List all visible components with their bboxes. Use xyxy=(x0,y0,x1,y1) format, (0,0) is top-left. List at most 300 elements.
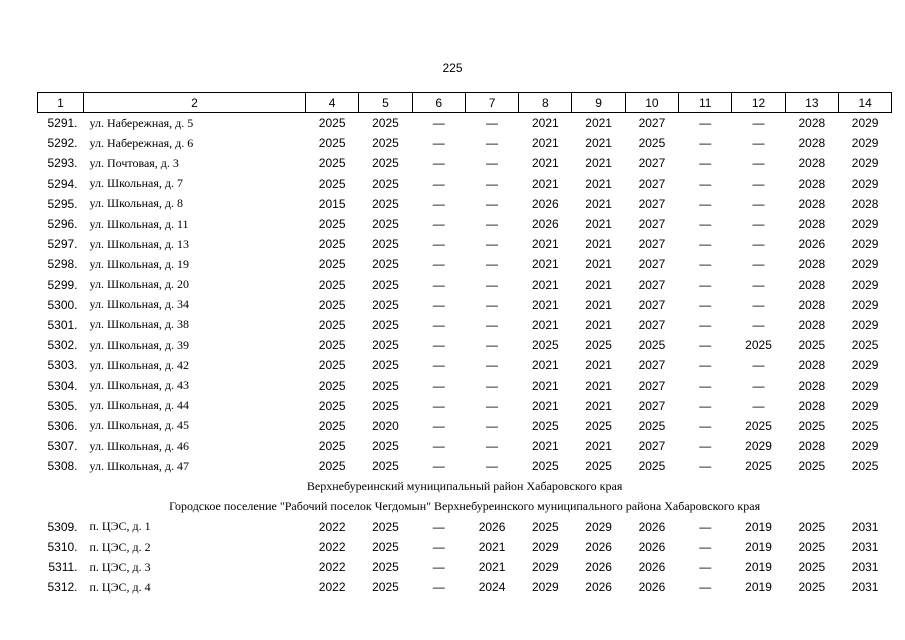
table-row xyxy=(38,254,892,274)
dash-cell: — xyxy=(432,116,445,131)
year-cell: 2021 xyxy=(531,378,559,393)
year-cell: 2021 xyxy=(585,116,612,131)
year-cell: 2025 xyxy=(372,217,399,232)
row-number: 5293. xyxy=(47,156,78,171)
dash-cell: — xyxy=(752,398,765,413)
year-cell: 2021 xyxy=(531,398,559,413)
year-cell: 2021 xyxy=(585,217,612,232)
dash-cell: — xyxy=(432,378,445,393)
address-cell: п. ЦЭС, д. 1 xyxy=(89,519,151,534)
year-cell: 2025 xyxy=(372,317,399,332)
year-cell: 2025 xyxy=(798,540,826,555)
year-cell: 2027 xyxy=(638,237,666,252)
year-cell: 2025 xyxy=(372,176,399,191)
year-cell: 2025 xyxy=(585,418,612,433)
year-cell: 2025 xyxy=(638,136,666,151)
column-header: 13 xyxy=(785,93,838,113)
table-row xyxy=(38,456,892,476)
year-cell: 2025 xyxy=(638,459,666,474)
year-cell: 2027 xyxy=(638,358,666,373)
dash-cell: — xyxy=(432,398,445,413)
year-cell: 2019 xyxy=(745,560,772,575)
year-cell: 2025 xyxy=(585,459,612,474)
row-number: 5298. xyxy=(47,257,78,272)
year-cell: 2027 xyxy=(638,257,666,272)
year-cell: 2026 xyxy=(478,519,506,534)
year-cell: 2026 xyxy=(585,580,612,595)
year-cell: 2025 xyxy=(372,540,399,555)
year-cell: 2021 xyxy=(585,317,612,332)
row-number: 5292. xyxy=(47,136,78,151)
year-cell: 2021 xyxy=(531,297,559,312)
year-cell: 2028 xyxy=(798,398,826,413)
row-number: 5303. xyxy=(47,358,78,373)
year-cell: 2025 xyxy=(318,136,346,151)
column-header: 14 xyxy=(838,93,891,113)
year-cell: 2025 xyxy=(318,277,346,292)
year-cell: 2021 xyxy=(585,398,612,413)
dash-cell: — xyxy=(432,217,445,232)
year-cell: 2025 xyxy=(531,418,559,433)
year-cell: 2025 xyxy=(531,459,559,474)
year-cell: 2029 xyxy=(531,560,559,575)
dash-cell: — xyxy=(432,156,445,171)
year-cell: 2025 xyxy=(745,459,772,474)
dash-cell: — xyxy=(699,237,712,252)
table-row xyxy=(38,295,892,315)
dash-cell: — xyxy=(486,297,499,312)
dash-cell: — xyxy=(486,358,499,373)
year-cell: 2025 xyxy=(372,560,399,575)
year-cell: 2026 xyxy=(638,580,666,595)
year-cell: 2021 xyxy=(531,439,559,454)
year-cell: 2021 xyxy=(531,136,559,151)
year-cell: 2029 xyxy=(851,297,879,312)
year-cell: 2025 xyxy=(372,378,399,393)
year-cell: 2029 xyxy=(851,358,879,373)
year-cell: 2029 xyxy=(851,439,879,454)
year-cell: 2026 xyxy=(531,196,559,211)
year-cell: 2025 xyxy=(372,237,399,252)
dash-cell: — xyxy=(752,237,765,252)
table-row xyxy=(38,537,892,557)
year-cell: 2021 xyxy=(585,237,612,252)
address-cell: ул. Школьная, д. 44 xyxy=(89,398,189,413)
dash-cell: — xyxy=(699,196,712,211)
dash-cell: — xyxy=(699,358,712,373)
column-header: 8 xyxy=(519,93,572,113)
address-cell: ул. Школьная, д. 45 xyxy=(89,418,189,433)
year-cell: 2028 xyxy=(798,378,826,393)
year-cell: 2024 xyxy=(478,580,506,595)
year-cell: 2021 xyxy=(531,116,559,131)
year-cell: 2025 xyxy=(318,358,346,373)
year-cell: 2025 xyxy=(372,257,399,272)
year-cell: 2028 xyxy=(798,277,826,292)
header-row xyxy=(38,93,892,113)
dash-cell: — xyxy=(752,116,765,131)
year-cell: 2028 xyxy=(851,196,879,211)
year-cell: 2031 xyxy=(851,540,879,555)
year-cell: 2025 xyxy=(851,459,879,474)
table-row xyxy=(38,214,892,234)
dash-cell: — xyxy=(432,257,445,272)
year-cell: 2027 xyxy=(638,277,666,292)
dash-cell: — xyxy=(699,217,712,232)
year-cell: 2025 xyxy=(798,338,826,353)
dash-cell: — xyxy=(486,277,499,292)
year-cell: 2025 xyxy=(372,580,399,595)
row-number: 5302. xyxy=(47,338,78,353)
dash-cell: — xyxy=(699,398,712,413)
row-number: 5312. xyxy=(47,580,78,595)
dash-cell: — xyxy=(432,580,445,595)
year-cell: 2026 xyxy=(798,237,826,252)
row-number: 5306. xyxy=(47,418,78,433)
schedule-table xyxy=(37,92,892,598)
address-cell: ул. Школьная, д. 38 xyxy=(89,317,189,332)
dash-cell: — xyxy=(432,176,445,191)
year-cell: 2029 xyxy=(851,317,879,332)
year-cell: 2021 xyxy=(585,257,612,272)
column-header: 7 xyxy=(465,93,518,113)
table-row xyxy=(38,557,892,577)
dash-cell: — xyxy=(699,540,712,555)
table-row xyxy=(38,375,892,395)
year-cell: 2021 xyxy=(531,237,559,252)
year-cell: 2022 xyxy=(318,580,346,595)
dash-cell: — xyxy=(486,418,499,433)
year-cell: 2021 xyxy=(585,156,612,171)
year-cell: 2029 xyxy=(531,580,559,595)
dash-cell: — xyxy=(432,560,445,575)
year-cell: 2019 xyxy=(745,540,772,555)
address-cell: ул. Школьная, д. 43 xyxy=(89,378,189,393)
year-cell: 2028 xyxy=(798,439,826,454)
year-cell: 2029 xyxy=(851,217,879,232)
year-cell: 2025 xyxy=(318,338,346,353)
dash-cell: — xyxy=(752,277,765,292)
dash-cell: — xyxy=(699,257,712,272)
row-number: 5305. xyxy=(47,398,78,413)
row-number: 5301. xyxy=(47,317,78,332)
dash-cell: — xyxy=(699,459,712,474)
table-row xyxy=(38,234,892,254)
row-number: 5295. xyxy=(47,196,78,211)
dash-cell: — xyxy=(432,277,445,292)
row-number: 5309. xyxy=(47,519,78,534)
column-header: 1 xyxy=(38,93,84,113)
address-cell: п. ЦЭС, д. 3 xyxy=(89,559,151,574)
year-cell: 2021 xyxy=(531,358,559,373)
year-cell: 2025 xyxy=(372,519,399,534)
dash-cell: — xyxy=(699,277,712,292)
dash-cell: — xyxy=(432,237,445,252)
section-heading-district: Верхнебуреинский муниципальный район Хабаровского края xyxy=(306,478,623,493)
column-header: 4 xyxy=(306,93,359,113)
year-cell: 2028 xyxy=(798,136,826,151)
dash-cell: — xyxy=(699,116,712,131)
dash-cell: — xyxy=(486,398,499,413)
table-row xyxy=(38,577,892,597)
year-cell: 2026 xyxy=(585,560,612,575)
year-cell: 2029 xyxy=(851,136,879,151)
year-cell: 2025 xyxy=(372,136,399,151)
year-cell: 2015 xyxy=(318,196,346,211)
year-cell: 2019 xyxy=(745,519,772,534)
section-heading-district-row xyxy=(38,476,892,496)
year-cell: 2025 xyxy=(372,338,399,353)
year-cell: 2025 xyxy=(798,459,826,474)
year-cell: 2025 xyxy=(372,398,399,413)
year-cell: 2028 xyxy=(798,317,826,332)
year-cell: 2021 xyxy=(531,277,559,292)
year-cell: 2025 xyxy=(798,560,826,575)
year-cell: 2029 xyxy=(851,156,879,171)
year-cell: 2027 xyxy=(638,176,666,191)
year-cell: 2025 xyxy=(318,317,346,332)
table-row xyxy=(38,275,892,295)
year-cell: 2027 xyxy=(638,116,666,131)
dash-cell: — xyxy=(432,418,445,433)
row-number: 5308. xyxy=(47,459,78,474)
table-row xyxy=(38,436,892,456)
address-cell: ул. Почтовая, д. 3 xyxy=(89,155,179,170)
dash-cell: — xyxy=(486,176,499,191)
row-number: 5304. xyxy=(47,378,78,393)
year-cell: 2031 xyxy=(851,580,879,595)
year-cell: 2022 xyxy=(318,560,346,575)
year-cell: 2025 xyxy=(372,358,399,373)
dash-cell: — xyxy=(486,116,499,131)
year-cell: 2027 xyxy=(638,398,666,413)
dash-cell: — xyxy=(752,257,765,272)
dash-cell: — xyxy=(486,459,499,474)
dash-cell: — xyxy=(486,217,499,232)
year-cell: 2021 xyxy=(531,257,559,272)
year-cell: 2029 xyxy=(851,277,879,292)
year-cell: 2025 xyxy=(372,459,399,474)
year-cell: 2025 xyxy=(798,519,826,534)
year-cell: 2028 xyxy=(798,156,826,171)
year-cell: 2027 xyxy=(638,317,666,332)
table-body xyxy=(38,113,892,598)
year-cell: 2021 xyxy=(531,176,559,191)
column-header: 11 xyxy=(679,93,732,113)
year-cell: 2025 xyxy=(745,338,772,353)
address-cell: ул. Школьная, д. 11 xyxy=(89,216,189,231)
address-cell: ул. Набережная, д. 6 xyxy=(89,135,194,150)
year-cell: 2021 xyxy=(585,277,612,292)
address-cell: ул. Школьная, д. 34 xyxy=(89,297,189,312)
address-cell: ул. Школьная, д. 8 xyxy=(89,196,183,211)
dash-cell: — xyxy=(752,297,765,312)
dash-cell: — xyxy=(486,439,499,454)
dash-cell: — xyxy=(432,540,445,555)
row-number: 5299. xyxy=(47,277,78,292)
year-cell: 2025 xyxy=(318,217,346,232)
year-cell: 2022 xyxy=(318,519,346,534)
year-cell: 2025 xyxy=(372,156,399,171)
dash-cell: — xyxy=(432,297,445,312)
year-cell: 2022 xyxy=(318,540,346,555)
row-number: 5296. xyxy=(47,217,78,232)
year-cell: 2021 xyxy=(585,358,612,373)
year-cell: 2029 xyxy=(585,519,612,534)
year-cell: 2021 xyxy=(531,156,559,171)
dash-cell: — xyxy=(432,459,445,474)
table-row xyxy=(38,153,892,173)
table-row xyxy=(38,517,892,537)
dash-cell: — xyxy=(486,378,499,393)
table-row xyxy=(38,113,892,134)
address-cell: ул. Школьная, д. 7 xyxy=(89,176,183,191)
table-row xyxy=(38,315,892,335)
dash-cell: — xyxy=(752,136,765,151)
year-cell: 2021 xyxy=(585,196,612,211)
year-cell: 2025 xyxy=(318,156,346,171)
column-header: 9 xyxy=(572,93,625,113)
row-number: 5294. xyxy=(47,176,78,191)
year-cell: 2020 xyxy=(372,418,399,433)
year-cell: 2025 xyxy=(372,297,399,312)
row-number: 5307. xyxy=(47,439,78,454)
year-cell: 2026 xyxy=(638,560,666,575)
table-row xyxy=(38,194,892,214)
section-heading-settlement: Городское поселение "Рабочий поселок Чегдомын" Верхнебуреинского муниципального района Хабаровского края xyxy=(169,499,761,514)
year-cell: 2028 xyxy=(798,257,826,272)
year-cell: 2025 xyxy=(318,459,346,474)
row-number: 5291. xyxy=(47,116,78,131)
address-cell: ул. Школьная, д. 13 xyxy=(89,236,189,251)
year-cell: 2025 xyxy=(638,418,666,433)
year-cell: 2027 xyxy=(638,217,666,232)
dash-cell: — xyxy=(699,317,712,332)
dash-cell: — xyxy=(486,156,499,171)
year-cell: 2021 xyxy=(585,378,612,393)
column-header: 12 xyxy=(732,93,785,113)
dash-cell: — xyxy=(486,136,499,151)
year-cell: 2025 xyxy=(531,338,559,353)
year-cell: 2026 xyxy=(638,519,666,534)
table-row xyxy=(38,396,892,416)
address-cell: ул. Школьная, д. 42 xyxy=(89,357,189,372)
table-row xyxy=(38,355,892,375)
year-cell: 2025 xyxy=(318,116,346,131)
dash-cell: — xyxy=(486,257,499,272)
dash-cell: — xyxy=(432,136,445,151)
year-cell: 2025 xyxy=(318,176,346,191)
column-header: 6 xyxy=(412,93,465,113)
year-cell: 2025 xyxy=(798,580,826,595)
year-cell: 2021 xyxy=(585,136,612,151)
year-cell: 2025 xyxy=(372,277,399,292)
year-cell: 2021 xyxy=(585,176,612,191)
dash-cell: — xyxy=(486,338,499,353)
dash-cell: — xyxy=(432,196,445,211)
dash-cell: — xyxy=(699,439,712,454)
dash-cell: — xyxy=(752,176,765,191)
year-cell: 2029 xyxy=(851,176,879,191)
year-cell: 2025 xyxy=(585,338,612,353)
section-heading-settlement-row xyxy=(38,497,892,517)
year-cell: 2025 xyxy=(318,418,346,433)
row-number: 5297. xyxy=(47,237,78,252)
dash-cell: — xyxy=(699,136,712,151)
address-cell: ул. Школьная, д. 47 xyxy=(89,458,189,473)
dash-cell: — xyxy=(699,378,712,393)
dash-cell: — xyxy=(486,317,499,332)
year-cell: 2025 xyxy=(638,338,666,353)
dash-cell: — xyxy=(699,338,712,353)
table-row xyxy=(38,174,892,194)
row-number: 5311. xyxy=(48,560,78,575)
year-cell: 2025 xyxy=(851,418,879,433)
dash-cell: — xyxy=(752,196,765,211)
year-cell: 2031 xyxy=(851,560,879,575)
dash-cell: — xyxy=(699,580,712,595)
year-cell: 2031 xyxy=(851,519,879,534)
row-number: 5310. xyxy=(47,540,78,555)
year-cell: 2027 xyxy=(638,439,666,454)
dash-cell: — xyxy=(486,237,499,252)
year-cell: 2027 xyxy=(638,378,666,393)
year-cell: 2025 xyxy=(318,398,346,413)
address-cell: п. ЦЭС, д. 2 xyxy=(89,539,151,554)
year-cell: 2025 xyxy=(372,196,399,211)
year-cell: 2028 xyxy=(798,297,826,312)
dash-cell: — xyxy=(432,519,445,534)
column-header: 5 xyxy=(359,93,412,113)
dash-cell: — xyxy=(752,378,765,393)
year-cell: 2021 xyxy=(585,439,612,454)
address-cell: ул. Школьная, д. 19 xyxy=(89,256,189,271)
year-cell: 2021 xyxy=(478,540,506,555)
dash-cell: — xyxy=(752,358,765,373)
dash-cell: — xyxy=(752,156,765,171)
year-cell: 2025 xyxy=(318,237,346,252)
year-cell: 2025 xyxy=(318,257,346,272)
table-row xyxy=(38,133,892,153)
year-cell: 2025 xyxy=(372,116,399,131)
column-header: 10 xyxy=(625,93,678,113)
year-cell: 2029 xyxy=(851,116,879,131)
year-cell: 2025 xyxy=(531,519,559,534)
year-cell: 2025 xyxy=(798,418,826,433)
year-cell: 2027 xyxy=(638,196,666,211)
dash-cell: — xyxy=(432,358,445,373)
year-cell: 2029 xyxy=(851,237,879,252)
dash-cell: — xyxy=(699,519,712,534)
year-cell: 2029 xyxy=(851,257,879,272)
year-cell: 2026 xyxy=(638,540,666,555)
year-cell: 2025 xyxy=(318,378,346,393)
address-cell: ул. Школьная, д. 39 xyxy=(89,337,189,352)
page-number: 225 xyxy=(442,61,463,75)
year-cell: 2029 xyxy=(851,398,879,413)
dash-cell: — xyxy=(432,338,445,353)
year-cell: 2028 xyxy=(798,217,826,232)
year-cell: 2028 xyxy=(798,176,826,191)
year-cell: 2028 xyxy=(798,196,826,211)
year-cell: 2027 xyxy=(638,156,666,171)
year-cell: 2027 xyxy=(638,297,666,312)
year-cell: 2021 xyxy=(478,560,506,575)
dash-cell: — xyxy=(432,317,445,332)
table-row xyxy=(38,335,892,355)
year-cell: 2025 xyxy=(745,418,772,433)
dash-cell: — xyxy=(699,560,712,575)
